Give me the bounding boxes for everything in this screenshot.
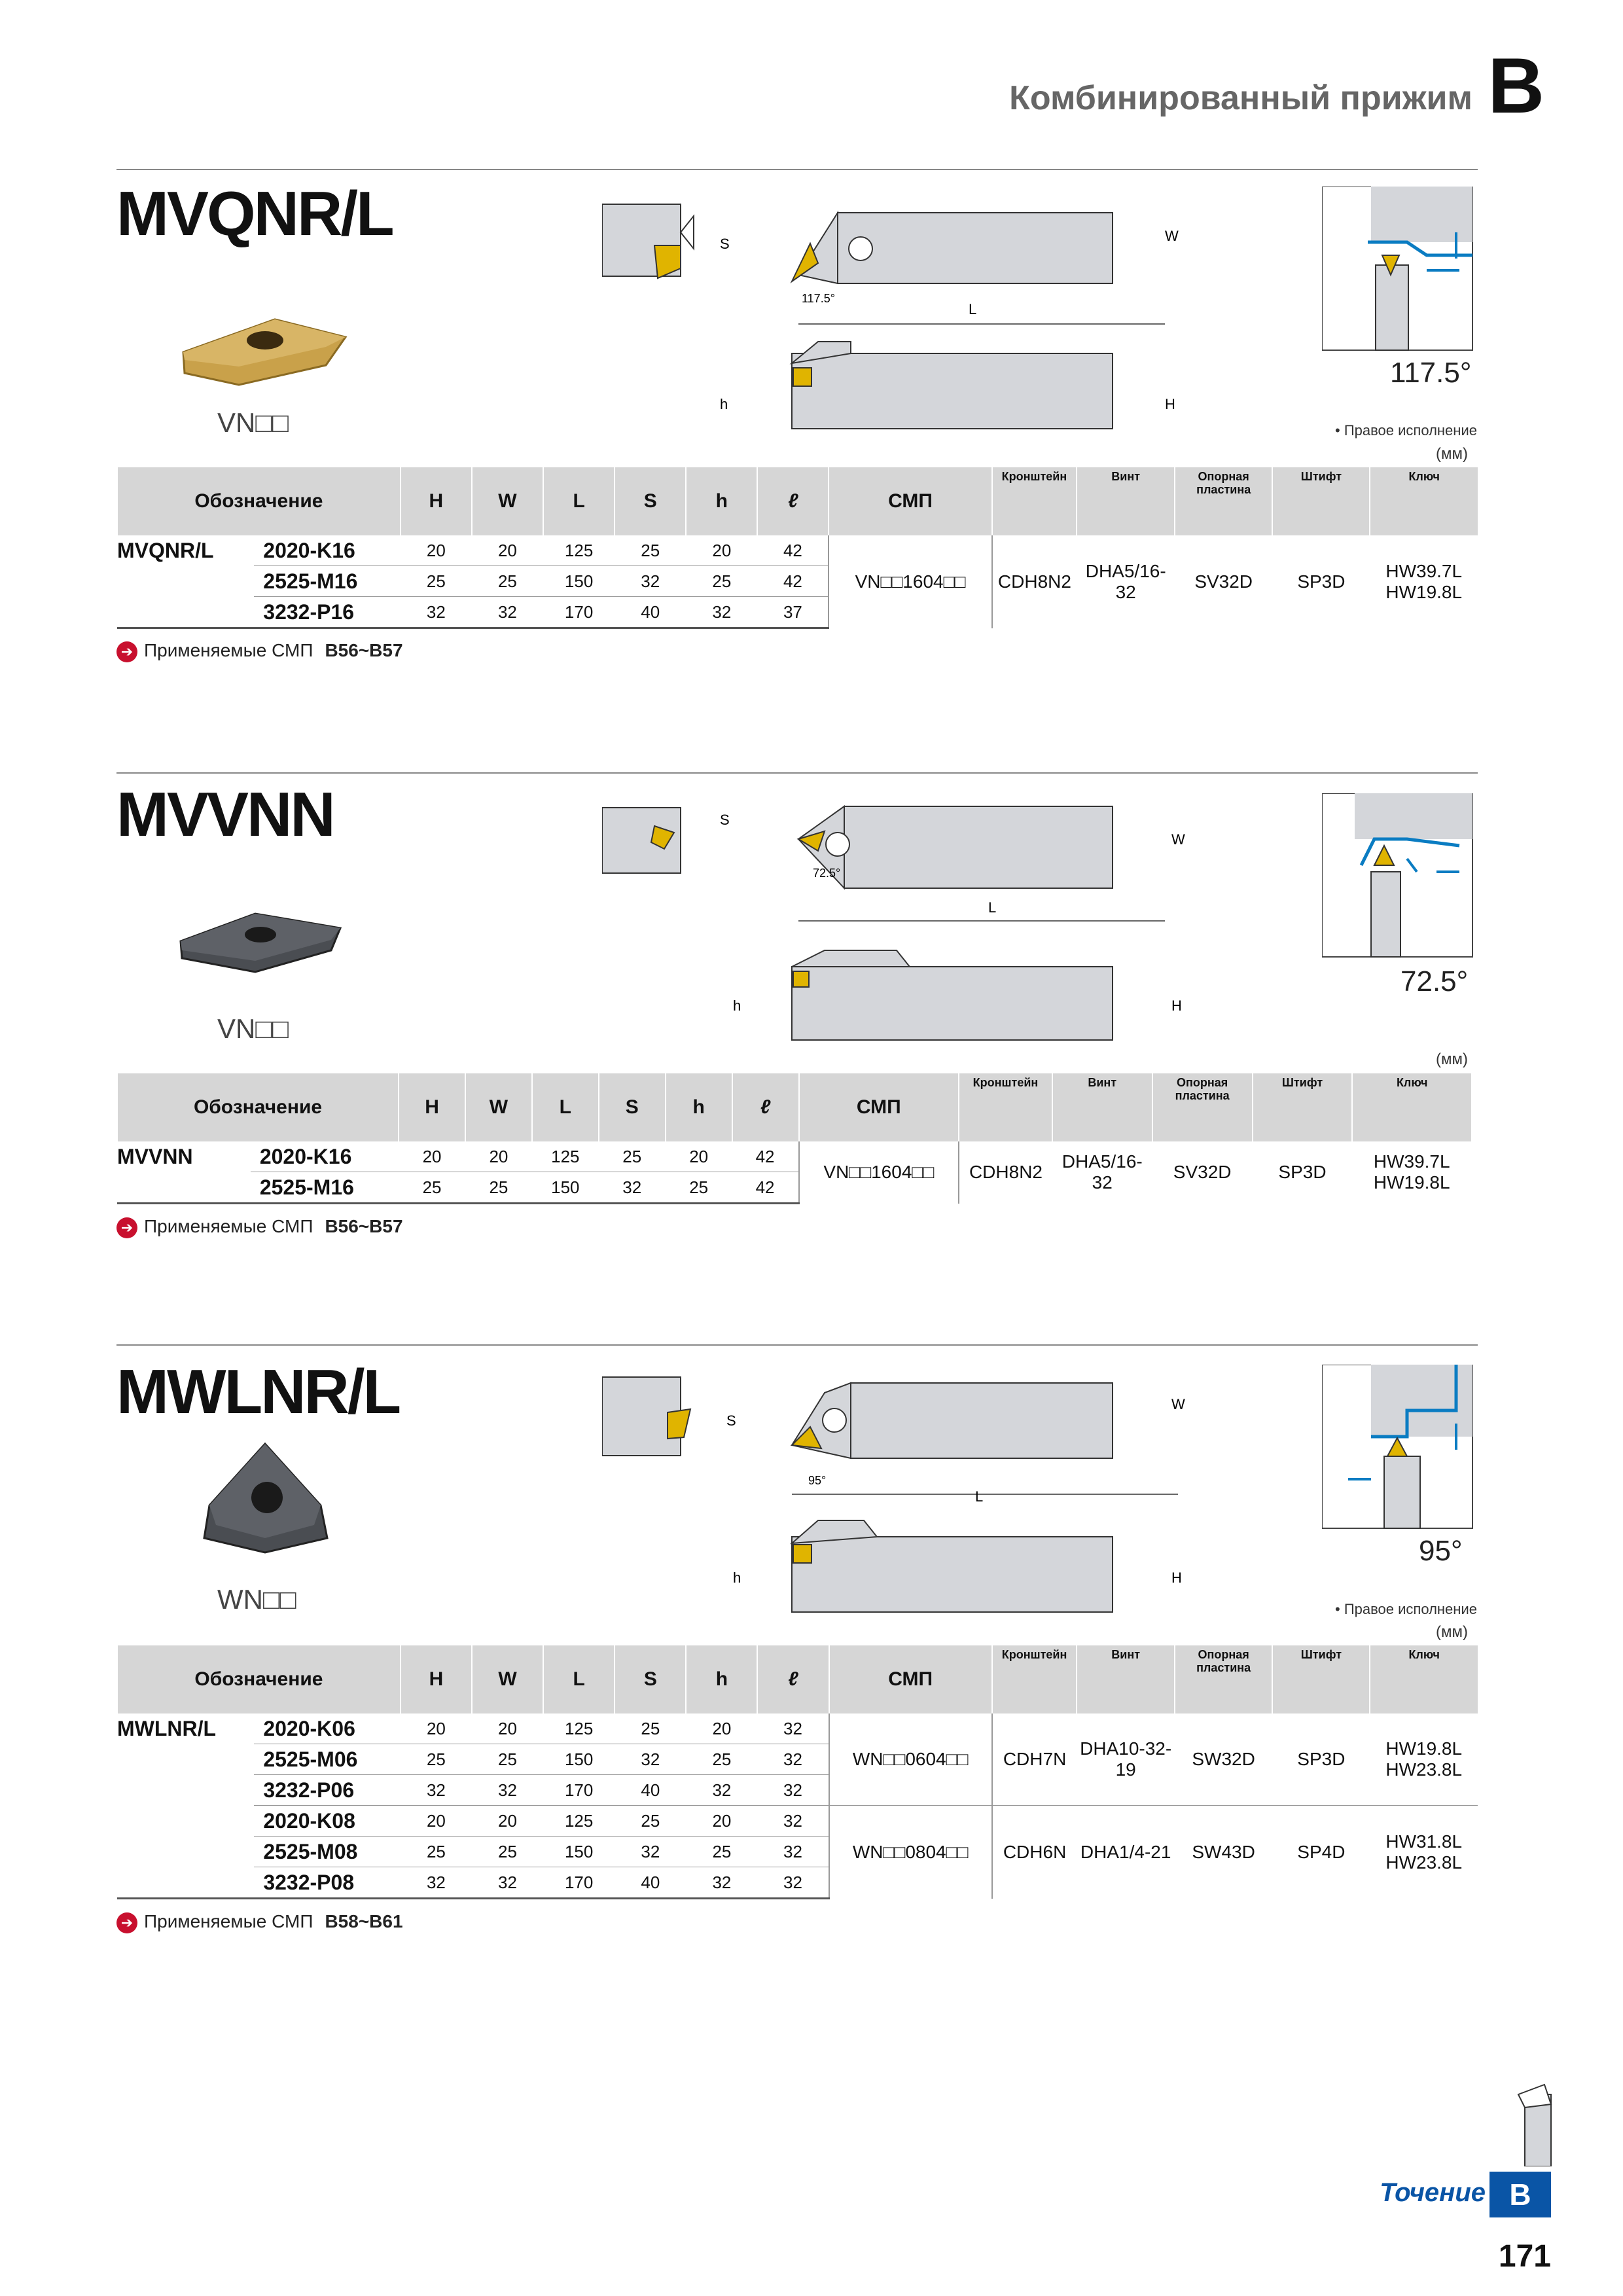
col-insert: СМП — [799, 1073, 959, 1141]
svg-text:117.5°: 117.5° — [802, 292, 835, 305]
table-row: 2525-M08 25 25 150 32 25 32 — [117, 1837, 1478, 1867]
col-shim: Опорная пластина — [1152, 1073, 1253, 1141]
col-h: h — [686, 1645, 757, 1713]
cutting-direction-diagram — [1322, 793, 1479, 963]
right-hand-note: • Правое исполнение — [1335, 1601, 1477, 1617]
svg-text:W: W — [1171, 831, 1185, 848]
svg-text:h: h — [733, 997, 741, 1014]
page-header-letter: B — [1488, 42, 1544, 130]
svg-text:72.5°: 72.5° — [813, 867, 841, 880]
svg-text:H: H — [1165, 396, 1175, 412]
unit-note: (мм) — [1436, 1623, 1468, 1641]
svg-text:L: L — [988, 899, 997, 916]
table-row: MVVNN 2020-K16 20 20 125 25 20 42 VN□□1604□□ CDH8N2 DHA5/16-32 SV32D SP3D HW39.7L HW19.8L — [117, 1141, 1471, 1172]
insert-image-vn-dark — [177, 910, 347, 975]
insert-cell: WN□□0804□□ — [829, 1806, 992, 1899]
col-H: H — [401, 1645, 472, 1713]
svg-text:S: S — [726, 1412, 736, 1429]
page-number: 171 — [1498, 2239, 1551, 2274]
col-L: L — [543, 467, 615, 535]
table-row: MVQNR/L 2020-K16 20 20 125 25 20 42 VN□□1604□□ CDH8N2 DHA5/16-32 SV32D SP3D HW39.7L HW19.8L — [117, 535, 1478, 566]
col-W: W — [465, 1073, 532, 1141]
right-hand-note: • Правое исполнение — [1335, 422, 1477, 439]
table-row: 3232-P06 32 32 170 40 32 32 — [117, 1775, 1478, 1806]
svg-text:L: L — [975, 1488, 984, 1505]
svg-text:H: H — [1171, 997, 1182, 1014]
col-bracket: Кронштейн — [992, 1645, 1077, 1713]
insert-code-label: VN□□ — [217, 407, 289, 438]
cutting-direction-diagram — [1322, 187, 1479, 357]
table-row: 2525-M06 25 25 150 32 25 32 — [117, 1744, 1478, 1775]
holder-drawing — [602, 800, 1204, 1049]
table-row: 2525-M16 25 25 150 32 25 42 — [117, 1172, 1471, 1204]
holder-drawing — [602, 1373, 1204, 1622]
col-designation: Обозначение — [117, 1073, 399, 1141]
section-divider — [116, 772, 1478, 774]
insert-cell: VN□□1604□□ — [799, 1141, 959, 1204]
unit-note: (мм) — [1436, 1050, 1468, 1068]
col-insert: СМП — [829, 467, 991, 535]
arrow-right-icon: ➔ — [116, 1912, 137, 1933]
col-pin: Штифт — [1253, 1073, 1353, 1141]
col-key: Ключ — [1352, 1073, 1471, 1141]
spec-table — [116, 1645, 1478, 1899]
category-label: Точение — [1380, 2178, 1486, 2207]
col-L: L — [532, 1073, 599, 1141]
col-S: S — [615, 1645, 686, 1713]
section-title: MVQNR/L — [116, 179, 393, 249]
holder-drawing — [602, 196, 1204, 445]
col-h: h — [686, 467, 757, 535]
col-W: W — [472, 1645, 543, 1713]
table-row: 3232-P16 32 32 170 40 32 37 — [117, 597, 1478, 628]
page-header-title: Комбинированный прижим — [1009, 79, 1472, 117]
svg-text:h: h — [733, 1570, 741, 1586]
svg-text:S: S — [720, 236, 730, 252]
svg-text:h: h — [720, 396, 728, 412]
spec-table — [116, 1073, 1471, 1204]
svg-text:L: L — [969, 301, 977, 317]
spec-table — [116, 467, 1478, 629]
col-bracket: Кронштейн — [959, 1073, 1052, 1141]
table-row: 2020-K08 20 20 125 25 20 32 WN□□0804□□ CDH6N DHA1/4-21 SW43D SP4D HW31.8L HW23.8L — [117, 1806, 1478, 1837]
section-title: MWLNR/L — [116, 1357, 400, 1427]
col-shim: Опорная пластина — [1175, 1645, 1272, 1713]
applicable-inserts-link[interactable]: ➔ Применяемые СМП B56~B57 — [116, 1216, 403, 1238]
insert-cell: VN□□1604□□ — [829, 535, 991, 628]
col-screw: Винт — [1052, 1073, 1152, 1141]
col-key: Ключ — [1370, 1645, 1478, 1713]
col-l: ℓ — [757, 467, 829, 535]
col-designation: Обозначение — [117, 1645, 401, 1713]
category-tab[interactable]: B — [1489, 2172, 1551, 2217]
cutting-direction-diagram — [1322, 1365, 1479, 1535]
table-row: MWLNR/L 2020-K06 20 20 125 25 20 32 WN□□0604□□ CDH7N DHA10-32-19 SW32D SP3D HW19.8L HW23.8L — [117, 1713, 1478, 1744]
arrow-right-icon: ➔ — [116, 1217, 137, 1238]
col-pin: Штифт — [1272, 467, 1370, 535]
col-shim: Опорная пластина — [1175, 467, 1272, 535]
svg-text:95°: 95° — [808, 1474, 827, 1487]
col-l: ℓ — [757, 1645, 829, 1713]
svg-text:W: W — [1165, 228, 1179, 244]
col-screw: Винт — [1077, 1645, 1175, 1713]
applicable-inserts-link[interactable]: ➔ Применяемые СМП B56~B57 — [116, 640, 403, 662]
svg-text:S: S — [720, 812, 730, 828]
insert-cell: WN□□0604□□ — [829, 1713, 992, 1806]
approach-angle: 117.5° — [1390, 357, 1472, 389]
insert-image-wn-dark — [190, 1440, 340, 1558]
arrow-right-icon: ➔ — [116, 641, 137, 662]
svg-text:H: H — [1171, 1570, 1182, 1586]
col-insert: СМП — [829, 1645, 992, 1713]
table-row: 2525-M16 25 25 150 32 25 42 — [117, 566, 1478, 597]
section-divider — [116, 169, 1478, 170]
col-bracket: Кронштейн — [992, 467, 1077, 535]
col-screw: Винт — [1077, 467, 1175, 535]
col-S: S — [615, 467, 686, 535]
unit-note: (мм) — [1436, 445, 1468, 463]
col-designation: Обозначение — [117, 467, 401, 535]
insert-code-label: VN□□ — [217, 1013, 289, 1044]
approach-angle: 95° — [1419, 1535, 1463, 1567]
section-divider — [116, 1344, 1478, 1346]
applicable-inserts-link[interactable]: ➔ Применяемые СМП B58~B61 — [116, 1911, 403, 1933]
col-L: L — [543, 1645, 615, 1713]
col-l: ℓ — [732, 1073, 799, 1141]
table-row: 3232-P08 32 32 170 40 32 32 — [117, 1867, 1478, 1899]
col-W: W — [472, 467, 543, 535]
col-S: S — [599, 1073, 666, 1141]
col-h: h — [666, 1073, 732, 1141]
col-H: H — [401, 467, 472, 535]
insert-image-vn-gold — [177, 301, 360, 399]
svg-text:W: W — [1171, 1396, 1185, 1412]
turning-tool-icon — [1505, 2081, 1564, 2166]
insert-code-label: WN□□ — [217, 1584, 296, 1615]
section-title: MVVNN — [116, 780, 334, 850]
col-pin: Штифт — [1272, 1645, 1370, 1713]
approach-angle: 72.5° — [1400, 965, 1469, 997]
col-key: Ключ — [1370, 467, 1478, 535]
col-H: H — [399, 1073, 465, 1141]
